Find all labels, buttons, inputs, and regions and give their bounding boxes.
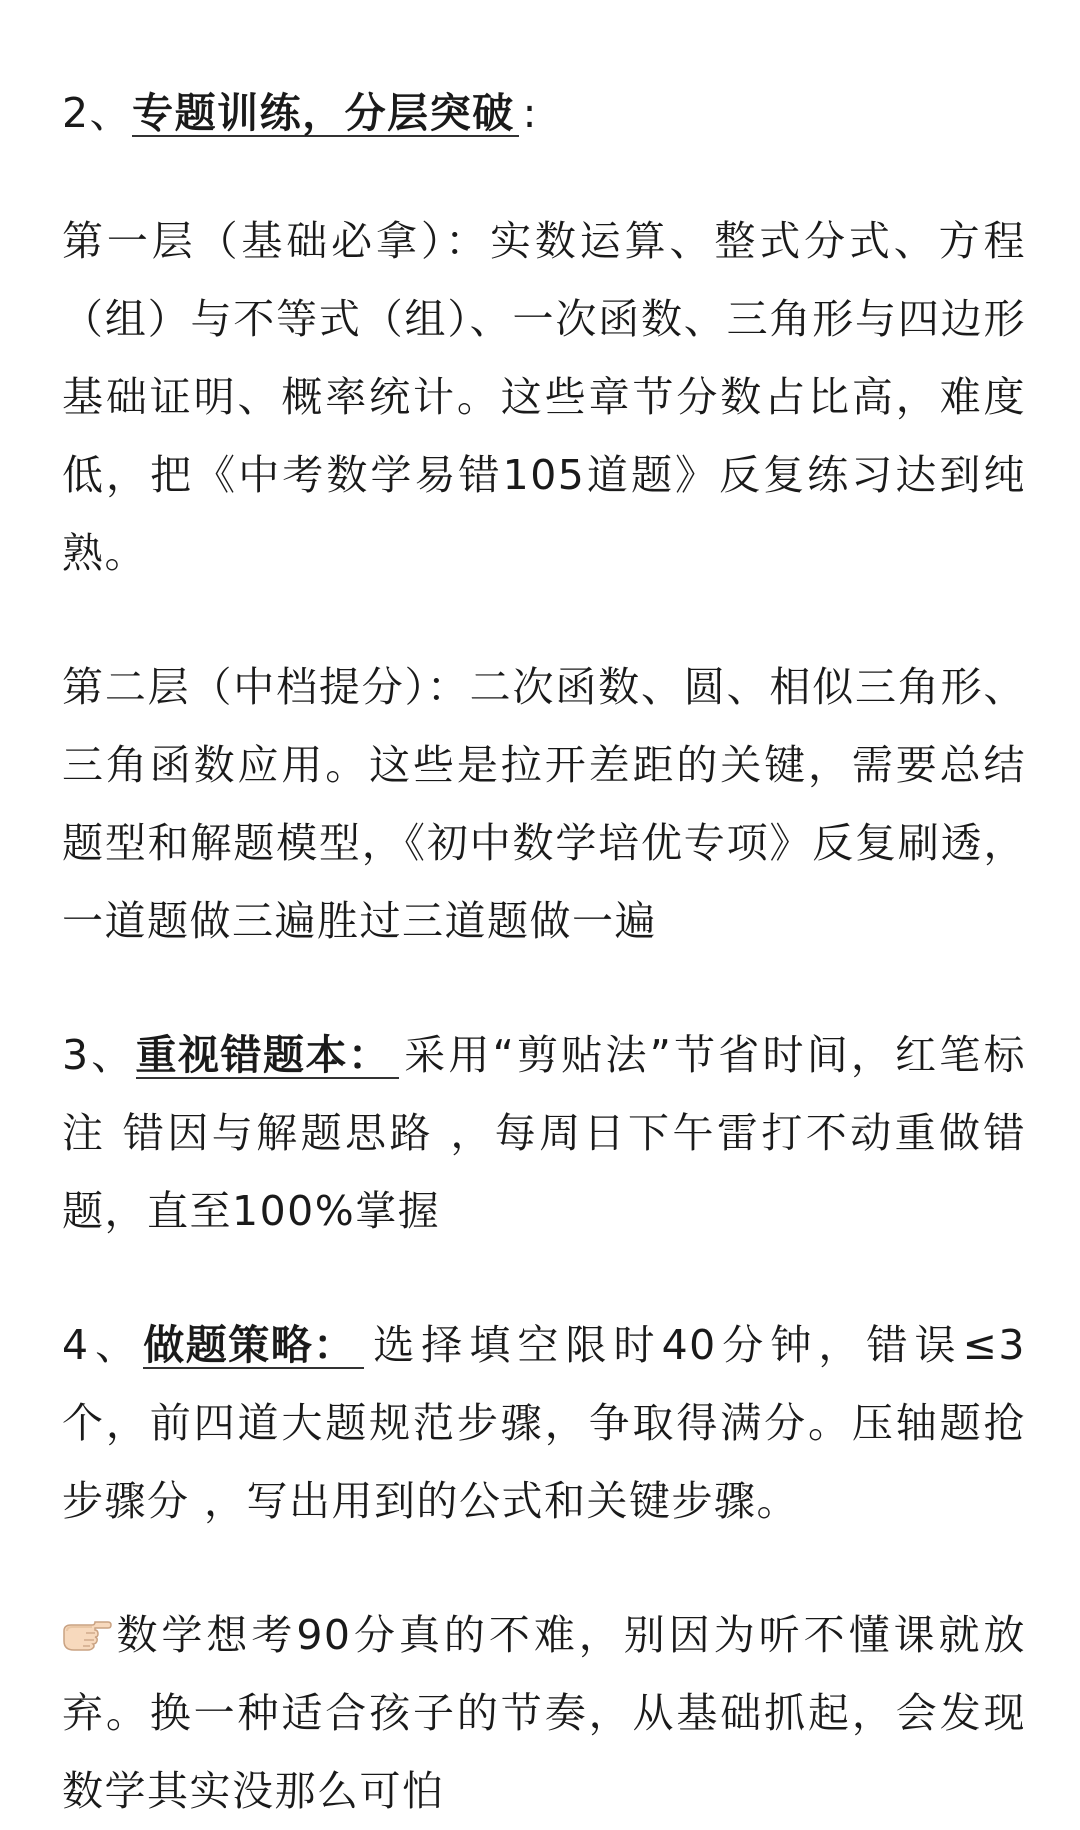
section-3-paragraph <box>62 1016 1026 1250</box>
section-number: 2、 <box>62 89 133 137</box>
layer-1-paragraph: 第一层（基础必拿）：实数运算、整式分式、方程（组）与不等式（组）、一次函数、三角形与四边形基础证明、概率统计。这些章节分数占比高，难度低，把《中考数学易错105道题》反复练习达到纯熟。 <box>62 217 1026 577</box>
article-body <box>62 74 1026 1830</box>
layer-2-paragraph: 第二层（中档提分）：二次函数、圆、相似三角形、三角函数应用。这些是拉开差距的关键，需要总结题型和解题模型，《初中数学培优专项》反复刷透，一道题做三遍胜过三道题做一遍 <box>62 663 1026 945</box>
section-text: 选择填空限时40分钟，错误≤3个，前四道大题规范步骤，争取得满分。压轴题抢步骤分 ，写出用到的公式和关键步骤。 <box>62 1321 1027 1525</box>
section-2-title <box>62 74 1026 152</box>
section-number: 4、 <box>62 1321 144 1369</box>
section-text: 采用“剪贴法”节省时间，红笔标注 错因与解题思路 ，每周日下午雷打不动重做错题，直至100%掌握 <box>62 1031 1026 1235</box>
section-4-paragraph <box>62 1306 1026 1540</box>
closing-text: 数学想考90分真的不难，别因为听不懂课就放弃。换一种适合孩子的节奏，从基础抓起，会发现数学其实没那么可怕 <box>62 1611 1026 1815</box>
section-heading: 重视错题本： <box>136 1033 399 1079</box>
section-number: 3、 <box>62 1031 136 1079</box>
section-heading: 做题策略： <box>143 1323 364 1369</box>
section-heading: 专题训练，分层突破 <box>132 91 519 137</box>
heading-colon: : <box>522 89 538 137</box>
closing-paragraph <box>62 1596 1026 1830</box>
pointing-hand-icon <box>62 1598 112 1632</box>
